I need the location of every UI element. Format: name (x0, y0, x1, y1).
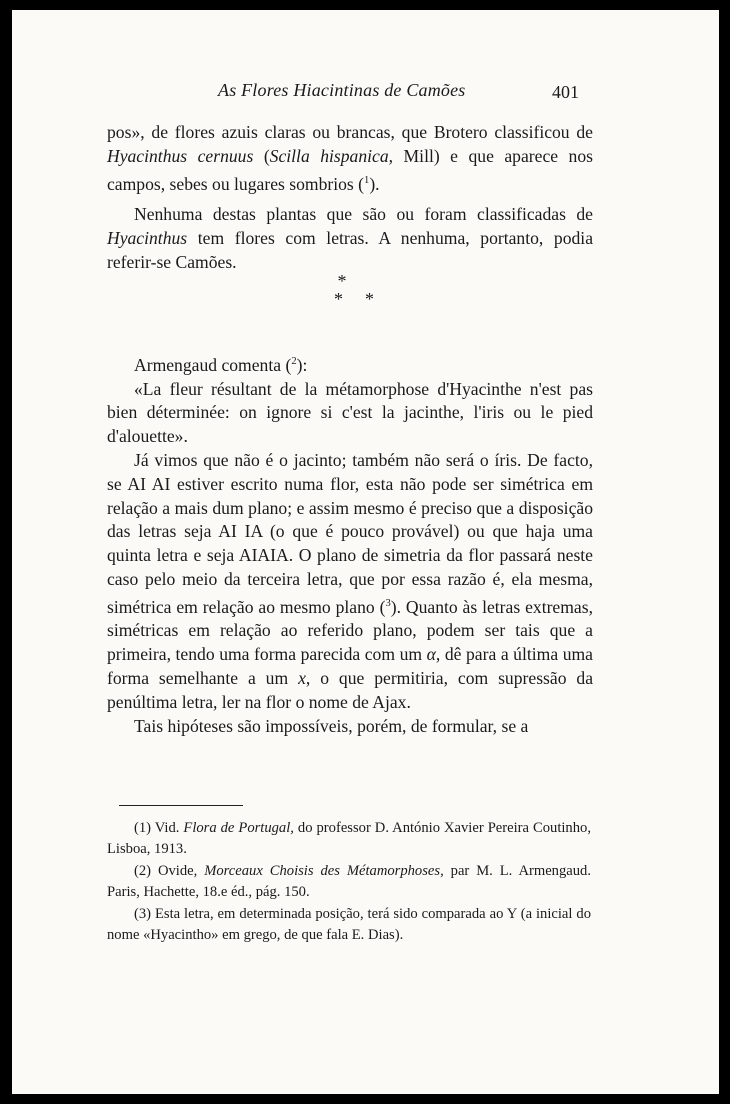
footnote-mark: (3) (134, 905, 152, 922)
text-run: Já vimos que não é o jacinto; também não será o íris. De facto, se AI AI estiver escrito numa flor, esta não pode ser simétrica em relação a mais dum plano; e assim mesmo é preciso que a disposição das letras seja AI IA (o que é pouco provável) ou que haja uma quinta letra e seja AIAIA. O plano de simetria da flor passará neste caso pelo meio da terceira letra, que por essa razão é, ela mesma, simétrica em relação ao mesmo plano ( (107, 450, 593, 617)
running-title: As Flores Hiacintinas de Camões (218, 80, 466, 100)
genus-name: Hyacinthus (107, 227, 188, 248)
text-run: , o que permitiria, com supressão da penúltima letra, ler na flor o nome de Ajax. (107, 668, 594, 712)
body-section-main (107, 350, 593, 738)
text-run: Vid. (151, 820, 184, 836)
footnote-mark: (2) (134, 862, 152, 879)
text-run: Esta letra, em determinada posição, terá sido comparada ao Y (a inicial do nome «Hyacintho» em grego, de que fala E. Dias). (107, 905, 591, 944)
text-run: do professor D. António Xavier Pereira Coutinho, Lisboa, 1913. (107, 820, 591, 858)
text-run: pos», de flores azuis claras ou brancas, que Brotero classificou de (107, 122, 593, 142)
page-header (12, 80, 719, 110)
paragraph-6: Tais hipóteses são impossíveis, porém, de formular, se a (134, 715, 529, 736)
text-run: ): (296, 354, 308, 375)
text-run: Nenhuma destas plantas que são ou foram classificadas de (134, 204, 593, 224)
footnote-1 (107, 818, 591, 861)
footnote-ref: 1 (364, 174, 370, 186)
paragraph-4-quote: «La fleur résultant de la métamorphose d'Hyacinthe n'est pas bien déterminée: on ignore si c'est la jacinthe, l'iris ou le pied d'alouette». (107, 378, 593, 447)
footnote-rule (119, 805, 243, 806)
book-title: Flora de Portugal, (183, 820, 294, 836)
book-page (12, 10, 719, 1094)
footnote-2 (107, 861, 591, 904)
species-name: Scilla hispanica, (269, 145, 394, 166)
section-asterism (312, 271, 396, 309)
paragraph-5 (107, 449, 593, 715)
book-title: Morceaux Choisis des Métamorphoses (204, 862, 441, 879)
text-run: ( (253, 145, 270, 166)
x-symbol: x (298, 668, 306, 689)
paragraph-1 (107, 121, 593, 196)
text-run: , dê para a última uma forma semelhante a um (107, 644, 593, 689)
footnote-ref: 3 (385, 597, 391, 609)
footnote-ref: 2 (291, 356, 297, 367)
footnote-mark: (1) (134, 820, 152, 836)
text-run: Mill) e que aparece nos campos, sebes ou lugares sombrios ( (107, 145, 593, 194)
footnotes (107, 818, 591, 946)
species-name: Hyacinthus cernuus (107, 145, 254, 166)
text-run: tem flores com letras. A nenhuma, portanto, podia referir-se Camões. (107, 227, 593, 272)
text-run: Armengaud comenta ( (134, 354, 292, 375)
body-section-top (107, 121, 593, 196)
paragraph-2 (107, 203, 593, 274)
page-number: 401 (552, 82, 579, 102)
text-run: ). Quanto às letras extremas, simétricas em relação ao referido plano, podem ser tais que a primeira, tendo uma forma parecida com um (107, 596, 593, 665)
text-run: , par M. L. Armengaud. Paris, Hachette, 18.e éd., pág. 150. (107, 862, 591, 901)
text-run: Ovide, (151, 862, 205, 879)
text-run: ). (369, 173, 380, 194)
body-section-2 (107, 203, 593, 274)
alpha-symbol: α (426, 644, 436, 665)
asterism-bottom: ** (334, 289, 396, 309)
footnote-3 (107, 904, 591, 947)
asterism-top: * (337, 271, 347, 291)
paragraph-3 (107, 350, 593, 378)
